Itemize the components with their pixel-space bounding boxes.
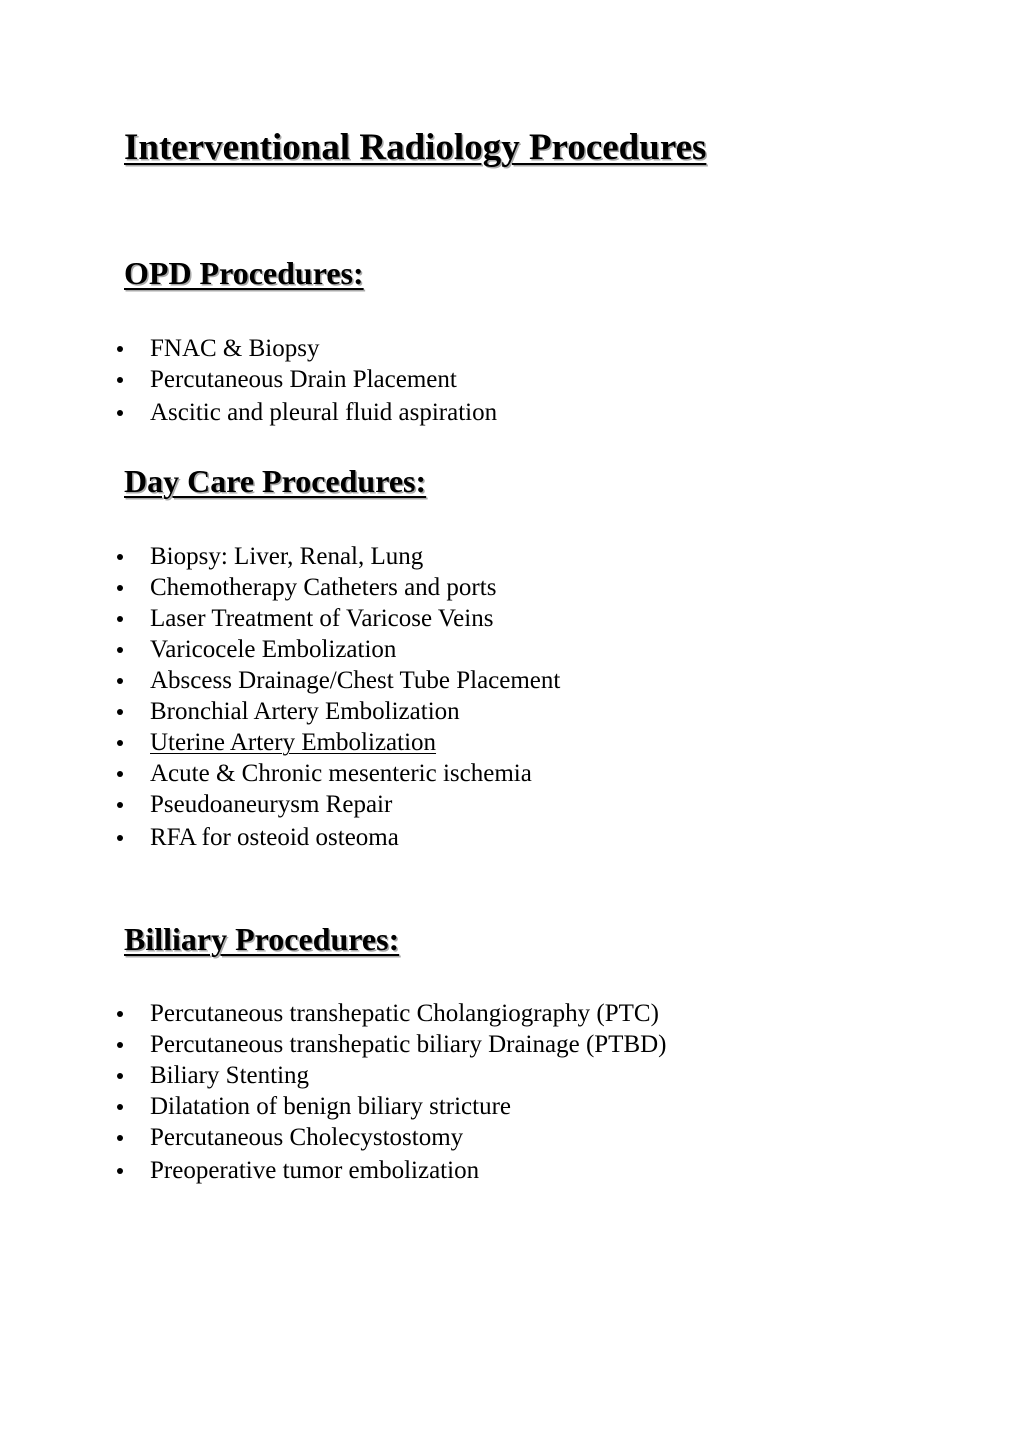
biliary-procedures-list <box>0 998 667 1186</box>
list-item-text: Laser Treatment of Varicose Veins <box>150 605 494 632</box>
list-item-text: Percutaneous transhepatic biliary Drainage (PTBD) <box>150 1031 667 1058</box>
bullet-icon <box>117 554 123 560</box>
list-item <box>0 727 560 758</box>
list-item-text: Ascitic and pleural fluid aspiration <box>150 399 498 426</box>
list-item-text: Varicocele Embolization <box>150 636 397 663</box>
bullet-icon <box>117 835 123 841</box>
bullet-icon <box>117 1042 123 1048</box>
list-item-text: Pseudoaneurysm Repair <box>150 791 393 818</box>
page-title: Interventional Radiology Procedures <box>124 127 707 168</box>
bullet-icon <box>117 410 123 416</box>
uterine-artery-embolization-link[interactable]: Uterine Artery Embolization <box>150 729 437 756</box>
bullet-icon <box>117 647 123 653</box>
list-item-text: Biliary Stenting <box>150 1062 310 1089</box>
list-item <box>0 603 560 634</box>
section-heading-biliary: Billiary Procedures: <box>124 921 400 957</box>
list-item-text: Abscess Drainage/Chest Tube Placement <box>150 667 561 694</box>
list-item <box>0 333 497 364</box>
list-item <box>0 572 560 603</box>
list-item-text: Bronchial Artery Embolization <box>150 698 460 725</box>
bullet-icon <box>117 678 123 684</box>
list-item <box>0 822 560 853</box>
bullet-icon <box>117 1168 123 1174</box>
list-item <box>0 541 560 572</box>
opd-procedures-list <box>0 333 497 428</box>
list-item <box>0 1155 667 1186</box>
list-item-text: RFA for osteoid osteoma <box>150 824 399 851</box>
bullet-icon <box>117 771 123 777</box>
bullet-icon <box>117 1073 123 1079</box>
bullet-icon <box>117 802 123 808</box>
bullet-icon <box>117 377 123 383</box>
bullet-icon <box>117 1104 123 1110</box>
list-item-text: Chemotherapy Catheters and ports <box>150 574 497 601</box>
list-item-text: Percutaneous transhepatic Cholangiography (PTC) <box>150 1000 659 1027</box>
list-item <box>0 998 667 1029</box>
bullet-icon <box>117 1011 123 1017</box>
bullet-icon <box>117 346 123 352</box>
bullet-icon <box>117 585 123 591</box>
list-item-text: Biopsy: Liver, Renal, Lung <box>150 543 424 570</box>
list-item <box>0 1060 667 1091</box>
list-item <box>0 696 560 727</box>
day-care-procedures-list <box>0 541 560 853</box>
list-item <box>0 665 560 696</box>
bullet-icon <box>117 1135 123 1141</box>
list-item-text: Percutaneous Cholecystostomy <box>150 1124 464 1151</box>
list-item-text: Percutaneous Drain Placement <box>150 366 457 393</box>
bullet-icon <box>117 740 123 746</box>
list-item-text: Preoperative tumor embolization <box>150 1157 480 1184</box>
section-heading-opd: OPD Procedures: <box>124 255 364 291</box>
list-item-text: Dilatation of benign biliary stricture <box>150 1093 512 1120</box>
bullet-icon <box>117 709 123 715</box>
list-item <box>0 1029 667 1060</box>
list-item <box>0 364 497 395</box>
list-item-text: FNAC & Biopsy <box>150 335 320 362</box>
list-item <box>0 1091 667 1122</box>
list-item <box>0 1122 667 1153</box>
list-item <box>0 758 560 789</box>
list-item <box>0 397 497 428</box>
bullet-icon <box>117 616 123 622</box>
list-item <box>0 634 560 665</box>
list-item-text: Acute & Chronic mesenteric ischemia <box>150 760 532 787</box>
list-item <box>0 789 560 820</box>
section-heading-day-care: Day Care Procedures: <box>124 463 427 499</box>
